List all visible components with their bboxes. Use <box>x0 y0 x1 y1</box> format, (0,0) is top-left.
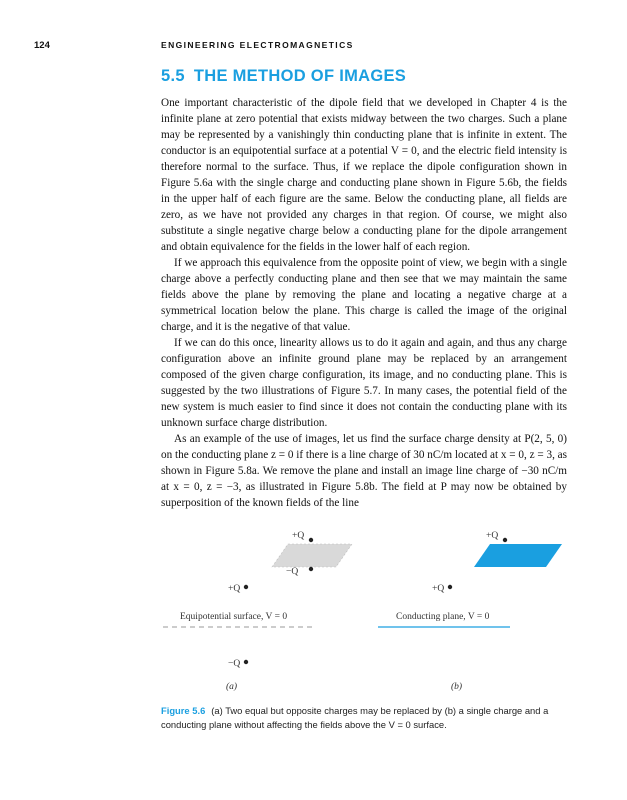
fig-top-right-pos-label: +Q <box>486 531 499 541</box>
running-title: ENGINEERING ELECTROMAGNETICS <box>161 40 354 50</box>
body-text <box>161 95 567 511</box>
fig-top-left-neg-charge <box>309 567 313 571</box>
fig-top-left-neg-label: −Q <box>286 567 299 577</box>
fig-a-pos-label: +Q <box>228 584 241 594</box>
fig-top-left-gray-plane <box>272 544 352 567</box>
paragraph: If we can do this once, linearity allows us to do it again and again, and thus any charge configuration above an infinite ground plane may be replaced by an arrangement composed of the given charge configuration, its image, and no conducting plane. This is suggested by the two illustrations of Figure 5.7. In many cases, the potential field of the new system is much easier to find since it does not contain the conducting plane with its unknown surface charge distribution. <box>161 337 567 429</box>
page-number: 124 <box>34 40 50 51</box>
fig-top-left-pos-label: +Q <box>292 531 305 541</box>
fig-b-pos-charge <box>448 585 452 589</box>
fig-top-right-blue-plane <box>474 544 562 567</box>
caption-text: (a) Two equal but opposite charges may be replaced by (b) a single charge and a conducting plane without affecting the fields above the V = 0 surface. <box>161 705 549 730</box>
figure-5-6 <box>160 520 570 700</box>
paragraph: As an example of the use of images, let us find the surface charge density at P(2, 5, 0) on the conducting plane z = 0 if there is a line charge of 30 nC/m located at x = 0, z = 3, as shown in Figure 5.8a. We remove the plane and install an image line charge of −30 nC/m at x = 0, z = −3, as illustrated in Figure 5.8b. The field at P may now be obtained by superposition of the known fields of the line <box>161 433 567 509</box>
paragraph: One important characteristic of the dipole field that we developed in Chapter 4 is the infinite plane at zero potential that exists midway between the two charges. Such a plane may be represented by a vanishingly thin conducting plane that is infinite in extent. The conductor is an equipotential surface at a potential V = 0, and the electric field intensity is therefore normal to the surface. Thus, if we replace the dipole configuration shown in Figure 5.6a with the single charge and conducting plane shown in Figure 5.6b, the fields in the upper half of each figure are the same. Below the conducting plane, all fields are zero, as we have not provided any charges in that region. Of course, we might also substitute a single negative charge below a conducting plane for the dipole arrangement and obtain equivalence for the fields in the lower half of each region. <box>161 97 567 253</box>
section-title: THE METHOD OF IMAGES <box>193 67 407 85</box>
section-heading <box>161 67 415 86</box>
fig-a-pos-charge <box>244 585 248 589</box>
paragraph: If we approach this equivalence from the opposite point of view, we begin with a single charge above a perfectly conducting plane and then see that we may maintain the same fields above the plane by removing the plane and locating a negative charge at a symmetrical location below the plane. This charge is called the image of the original charge, and it is the negative of that value. <box>161 257 567 333</box>
fig-b-pos-label: +Q <box>432 584 445 594</box>
fig-top-right-pos-charge <box>503 538 507 542</box>
fig-top-left-pos-charge <box>309 538 313 542</box>
fig-a-surface-label: Equipotential surface, V = 0 <box>180 612 288 622</box>
fig-a-neg-charge <box>244 660 248 664</box>
figure-caption <box>161 704 571 732</box>
fig-a-sublabel: (a) <box>226 682 238 692</box>
fig-a-neg-label: −Q <box>228 659 241 669</box>
fig-b-surface-label: Conducting plane, V = 0 <box>396 612 490 622</box>
caption-label: Figure 5.6 <box>161 705 206 716</box>
fig-b-sublabel: (b) <box>451 682 463 692</box>
section-number: 5.5 <box>161 67 185 85</box>
